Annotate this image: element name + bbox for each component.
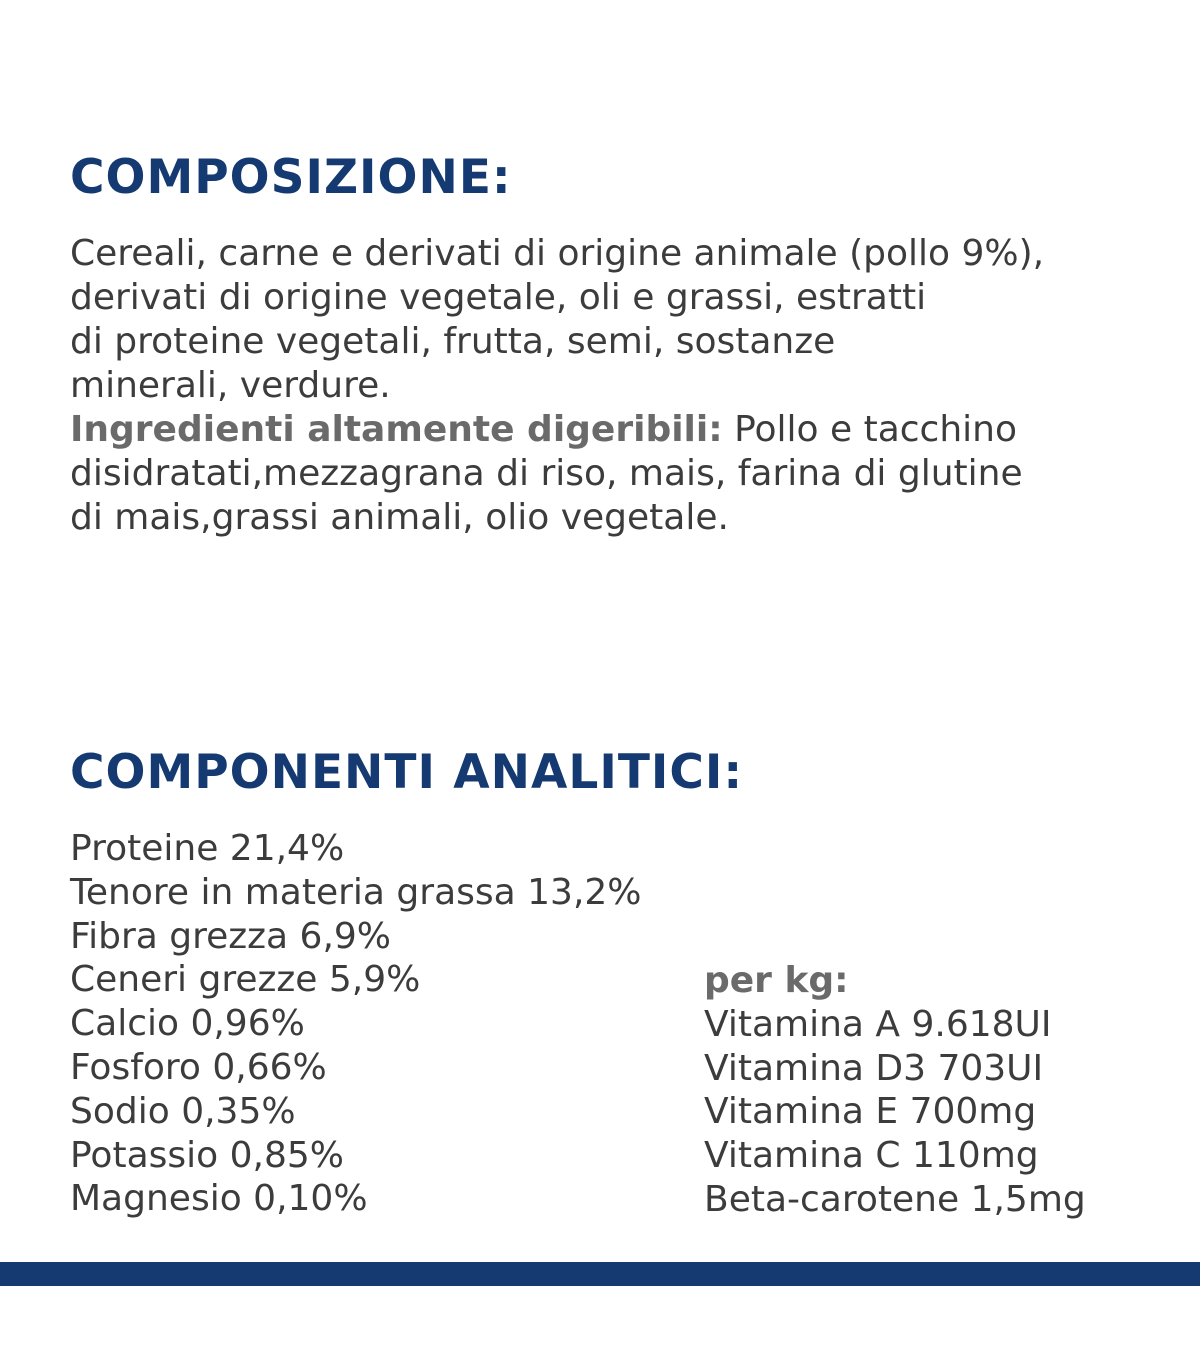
vitamin-item: Beta-carotene 1,5mg: [704, 1178, 1086, 1220]
analytic-list: [70, 827, 642, 1221]
analytic-item: Fibra grezza 6,9%: [70, 915, 392, 957]
vitamin-item: Vitamina C 110mg: [704, 1135, 1039, 1177]
analytic-item: Calcio 0,96%: [70, 1003, 305, 1045]
per-kg-label: per kg:: [704, 960, 849, 1001]
vitamin-item: Vitamina D3 703UI: [704, 1047, 1044, 1089]
analytic-heading: COMPONENTI ANALITICI:: [70, 745, 744, 800]
analytic-item: Proteine 21,4%: [70, 828, 345, 869]
analytic-item: Ceneri grezze 5,9%: [70, 959, 421, 1001]
digestible-ingredients-text: Pollo e tacchino: [722, 409, 1018, 450]
composition-line: minerali, verdure.: [70, 365, 391, 406]
composition-line: di proteine vegetali, frutta, semi, sostanze: [70, 321, 836, 362]
analytic-item: Magnesio 0,10%: [70, 1178, 368, 1220]
composition-line: derivati di origine vegetale, oli e grassi, estratti: [70, 277, 927, 318]
vitamin-item: Vitamina E 700mg: [704, 1091, 1037, 1133]
vitamin-item: Vitamina A 9.618UI: [704, 1003, 1052, 1045]
analytic-item: Tenore in materia grassa 13,2%: [70, 871, 642, 913]
vitamin-list: [704, 959, 1086, 1222]
analytic-item: Sodio 0,35%: [70, 1090, 296, 1132]
composition-line: Cereali, carne e derivati di origine animale (pollo 9%),: [70, 233, 1045, 274]
analytic-item: Potassio 0,85%: [70, 1134, 344, 1176]
digestible-ingredients-line: disidratati,mezzagrana di riso, mais, farina di glutine: [70, 453, 1023, 494]
digestible-ingredients-label: Ingredienti altamente digeribili:: [70, 409, 723, 450]
analytic-item: Fosforo 0,66%: [70, 1046, 327, 1088]
bottom-brand-bar: [0, 1262, 1200, 1286]
digestible-ingredients-line: [70, 408, 1180, 452]
composition-heading: COMPOSIZIONE:: [70, 150, 512, 205]
composition-text: [70, 232, 1180, 540]
digestible-ingredients-line: di mais,grassi animali, olio vegetale.: [70, 497, 729, 538]
